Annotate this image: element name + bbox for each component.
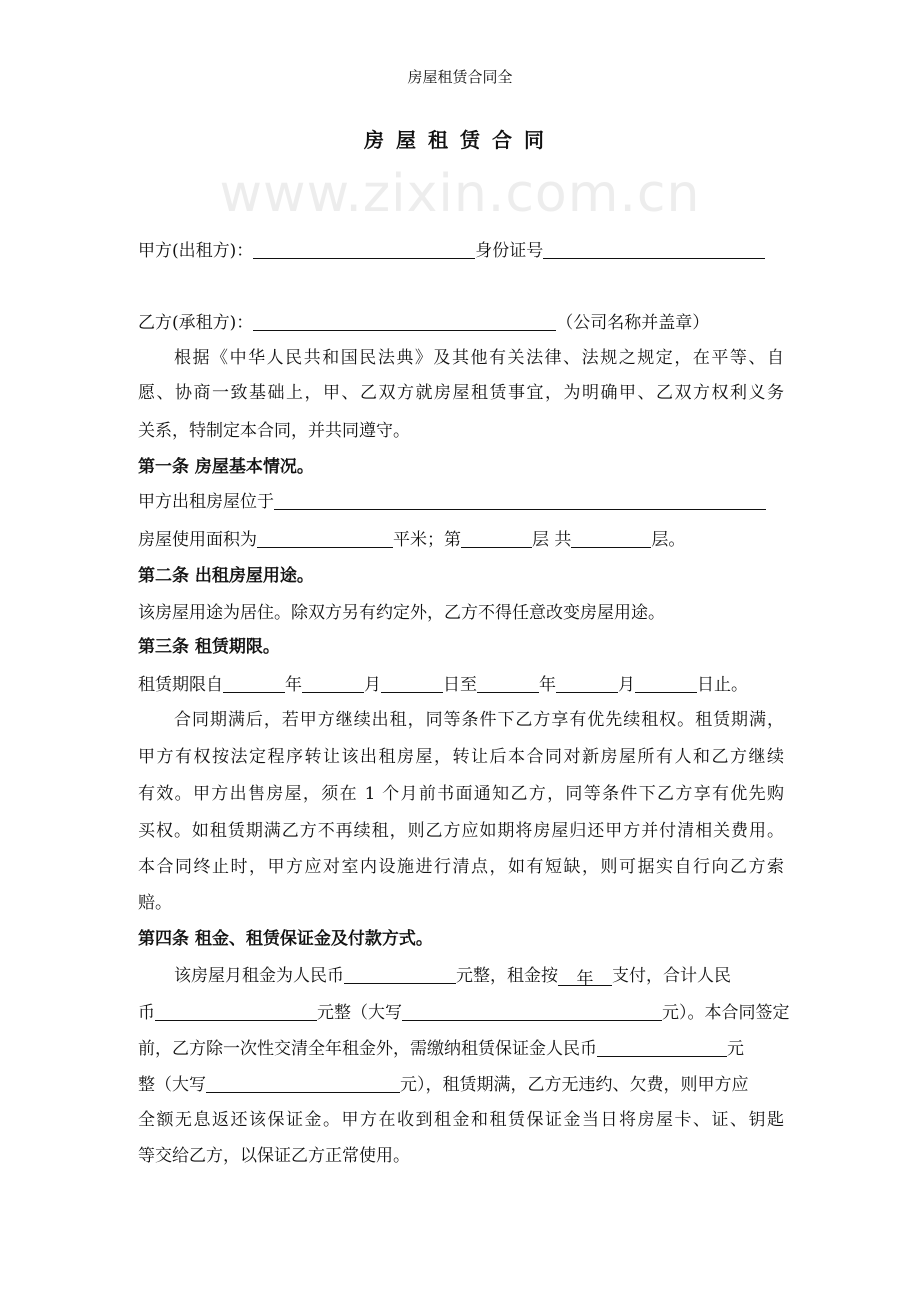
total-line (138, 1001, 790, 1025)
article-4-line: 全额无息返还该保证金。甲方在收到租金和租赁保证金当日将房屋卡、证、钥匙 (138, 1110, 784, 1130)
end-year-blank[interactable] (477, 674, 539, 693)
label: 元），租赁期满，乙方无违约、欠费，则甲方应 (400, 1075, 749, 1095)
label: 年 (539, 675, 556, 695)
deposit-words-blank[interactable] (206, 1074, 400, 1093)
article-3-line: 合同期满后，若甲方继续出租，同等条件下乙方享有优先续租权。租赁期满， (174, 710, 784, 730)
article-4-line: 等交给乙方，以保证乙方正常使用。 (138, 1146, 410, 1166)
area-line (138, 528, 784, 552)
deposit-line (138, 1037, 784, 1061)
article-3-line: 买权。如租赁期满乙方不再续租，则乙方应如期将房屋归还甲方并付清相关费用。 (138, 821, 784, 841)
article-3-line: 有效。甲方出售房屋，须在 1 个月前书面通知乙方，同等条件下乙方享有优先购 (138, 784, 784, 804)
label: 年 (285, 675, 302, 695)
page-header: 房屋租赁合同全 (407, 68, 513, 86)
area-blank[interactable] (257, 529, 393, 548)
preamble-line: 根据《中华人民共和国民法典》及其他有关法律、法规之规定，在平等、自 (174, 348, 784, 368)
party-a-label: 甲方(出租方)： (138, 241, 254, 261)
article-3-heading: 第三条 租赁期限。 (138, 637, 280, 657)
id-number-blank[interactable] (543, 240, 765, 259)
label: 元）。本合同签定 (662, 1003, 790, 1023)
id-label: 身份证号 (475, 241, 544, 261)
label: 该房屋月租金为人民币 (174, 966, 344, 986)
start-year-blank[interactable] (223, 674, 285, 693)
total-amount-words-blank[interactable] (402, 1002, 662, 1021)
total-floors-blank[interactable] (571, 529, 651, 548)
party-a-name-blank[interactable] (253, 240, 475, 259)
article-2-heading: 第二条 出租房屋用途。 (138, 566, 314, 586)
rent-line (138, 964, 784, 988)
area-label: 房屋使用面积为 (138, 530, 257, 550)
article-3-line: 本合同终止时，甲方应对室内设施进行清点，如有短缺，则可据实自行向乙方索 (138, 857, 784, 877)
deposit-words-line (138, 1073, 784, 1097)
deposit-blank[interactable] (597, 1038, 727, 1057)
label: 日止。 (697, 675, 748, 695)
sqm-label: 平米；第 (393, 530, 461, 550)
party-b-line (138, 311, 784, 335)
floor-end-label: 层。 (651, 530, 686, 550)
party-b-suffix: （公司名称并盖章） (556, 313, 710, 333)
label: 月 (618, 675, 635, 695)
document-title: 房屋租赁合同 (364, 128, 556, 152)
end-day-blank[interactable] (635, 674, 697, 693)
article-3-line: 赔。 (138, 893, 172, 913)
location-line (138, 490, 784, 514)
start-day-blank[interactable] (381, 674, 443, 693)
label: 前，乙方除一次性交清全年租金外，需缴纳租赁保证金人民币 (138, 1039, 597, 1059)
location-label: 甲方出租房屋位于 (138, 492, 274, 512)
label: 整（大写 (138, 1075, 206, 1095)
party-b-label: 乙方(承租方)： (138, 313, 254, 333)
floor-blank[interactable] (461, 529, 532, 548)
article-3-line: 甲方有权按法定程序转让该出租房屋，转让后本合同对新房屋所有人和乙方继续 (138, 747, 784, 767)
end-month-blank[interactable] (556, 674, 618, 693)
label: 日至 (443, 675, 477, 695)
label: 币 (138, 1003, 155, 1023)
preamble-line: 愿、协商一致基础上，甲、乙双方就房屋租赁事宜，为明确甲、乙双方权利义务 (138, 383, 784, 403)
article-1-heading: 第一条 房屋基本情况。 (138, 457, 314, 477)
lease-period-line (138, 673, 784, 697)
party-a-line (138, 239, 784, 263)
label: 月 (364, 675, 381, 695)
label: 租赁期限自 (138, 675, 223, 695)
party-b-name-blank[interactable] (253, 312, 556, 331)
monthly-rent-blank[interactable] (344, 965, 456, 984)
article-4-heading: 第四条 租金、租赁保证金及付款方式。 (138, 929, 433, 949)
label: 支付，合计人民 (612, 966, 731, 986)
article-2-text: 该房屋用途为居住。除双方另有约定外，乙方不得任意改变房屋用途。 (138, 603, 665, 623)
label: 元整，租金按 (456, 966, 558, 986)
total-amount-blank[interactable] (155, 1002, 317, 1021)
start-month-blank[interactable] (302, 674, 364, 693)
preamble-line: 关系，特制定本合同，并共同遵守。 (138, 421, 410, 441)
watermark: www.zixin.com.cn (219, 164, 701, 224)
location-blank[interactable] (274, 491, 766, 510)
label: 元 (727, 1039, 744, 1059)
floor-label: 层 共 (532, 530, 572, 550)
payment-period-field[interactable]: 年 (558, 967, 612, 986)
label: 元整（大写 (317, 1003, 402, 1023)
